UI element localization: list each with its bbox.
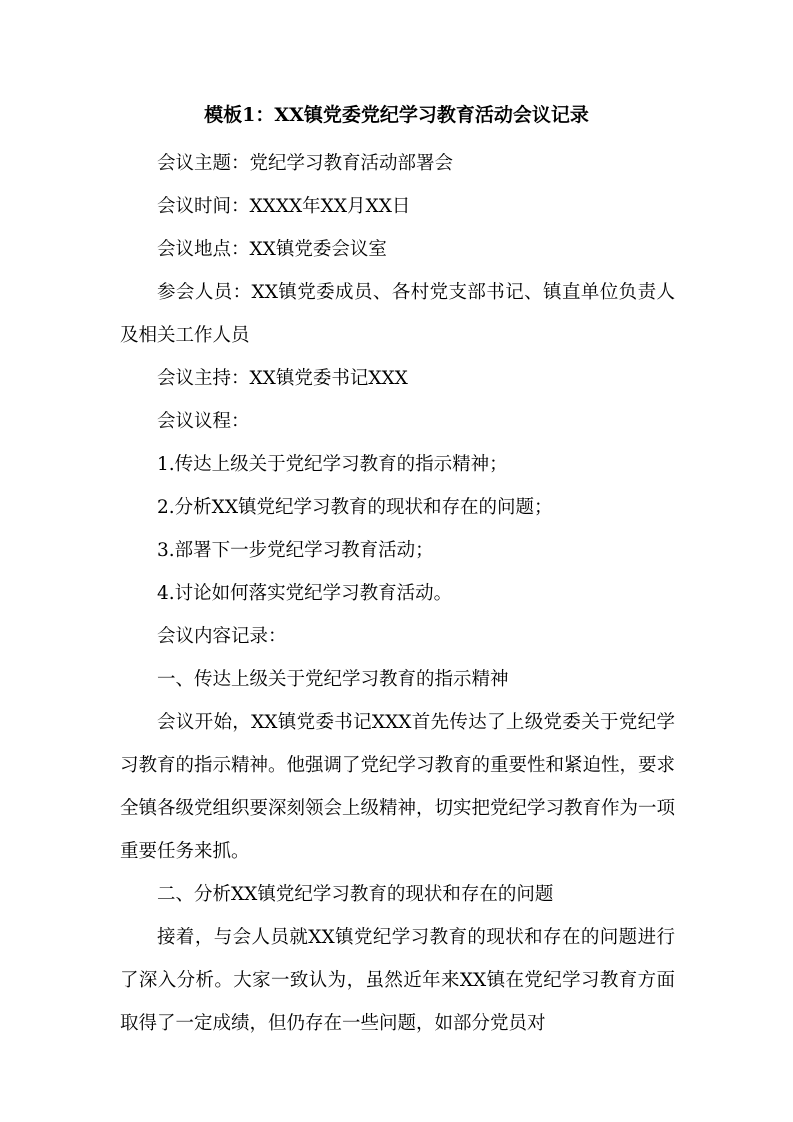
meeting-topic: 会议主题：党纪学习教育活动部署会 — [157, 153, 454, 174]
meeting-time: 会议时间：XXXX年XX月XX日 — [157, 196, 411, 217]
agenda-item: 1.传达上级关于党纪学习教育的指示精神； — [157, 454, 508, 475]
document-title: 模板1：XX镇党委党纪学习教育活动会议记录 — [204, 104, 589, 126]
agenda-item: 2.分析XX镇党纪学习教育的现状和存在的问题； — [157, 497, 553, 518]
meeting-location: 会议地点：XX镇党委会议室 — [157, 239, 387, 260]
record-heading: 会议内容记录： — [157, 626, 287, 647]
section-heading: 二、分析XX镇党纪学习教育的现状和存在的问题 — [157, 884, 554, 905]
body-paragraph: 接着，与会人员就XX镇党纪学习教育的现状和存在的问题进行了深入分析。大家一致认为，虽然近年来XX镇在党纪学习教育方面取得了一定成绩，但仍存在一些问题，如部分党员对 — [120, 927, 675, 1034]
agenda-heading: 会议议程： — [157, 411, 250, 432]
body-paragraph: 会议开始，XX镇党委书记XXX首先传达了上级党委关于党纪学习教育的指示精神。他强调了党纪学习教育的重要性和紧迫性，要求全镇各级党组织要深刻领会上级精神，切实把党纪学习教育作为一项重要任务来抓。 — [120, 712, 676, 862]
document-body — [120, 142, 675, 1045]
agenda-item: 4.讨论如何落实党纪学习教育活动。 — [157, 583, 453, 604]
meeting-attendees: 参会人员：XX镇党委成员、各村党支部书记、镇直单位负责人及相关工作人员 — [120, 282, 675, 346]
section-heading: 一、传达上级关于党纪学习教育的指示精神 — [157, 669, 509, 690]
meeting-host: 会议主持：XX镇党委书记XXX — [157, 368, 408, 389]
agenda-item: 3.部署下一步党纪学习教育活动； — [157, 540, 434, 561]
